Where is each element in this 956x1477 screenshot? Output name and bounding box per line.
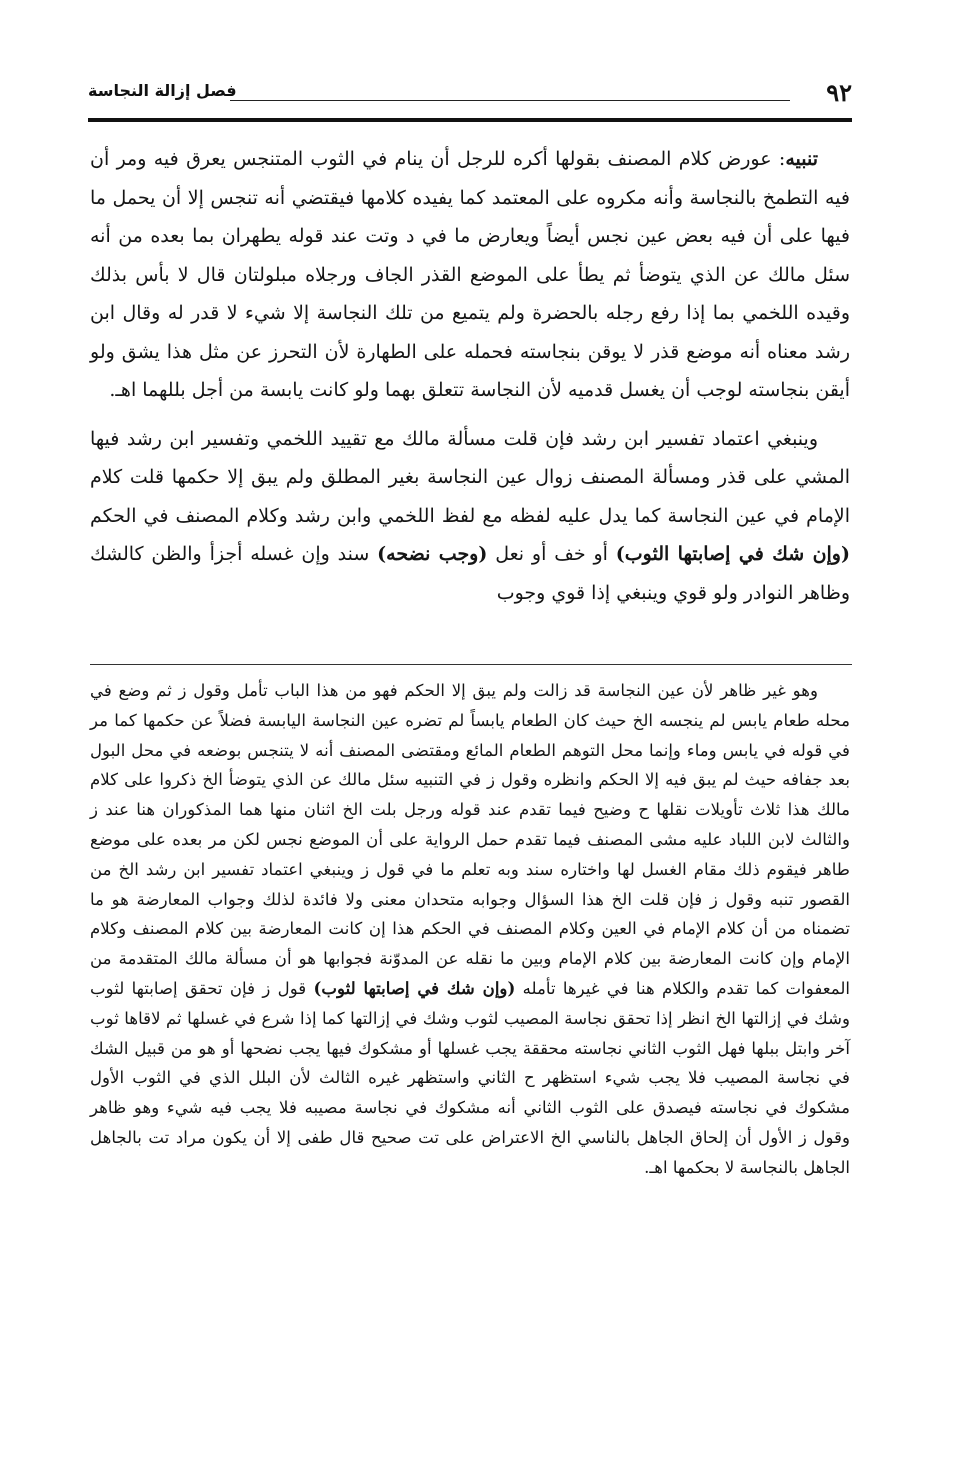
- running-header: [88, 78, 852, 114]
- footnote-text: [90, 676, 850, 1183]
- paragraph-second: [90, 420, 850, 613]
- footnote-paragraph: [90, 676, 850, 1183]
- header-line: [230, 100, 790, 101]
- paragraph-tanbih: [90, 140, 850, 410]
- paragraph-text: : عورض كلام المصنف بقولها أكره للرجل أن ينام في الثوب المتنجس يعرق فيه ومر أن فيه التطمخ بالنجاسة وأنه مكروه على المعتمد كما يفيده كلامها فيقتضي أنه تنجس إلا أن يحمل ما فيها على أن فيه بعض عين نجس أيضاً ويعارض ما في د وتت عند قوله يطهران بما بعده من أنه سئل مالك عن الذي يتوضأ ثم يطأ على الموضع القذر الجاف ورجلاه مبلولتان قال لا بأس بذلك وقيده اللخمي بما إذا رفع رجله بالحضرة ولم يتميع من تلك النجاسة إلا شيء لا قدر له وقال ابن رشد معناه أنه موضع قذر لا يوقن بنجاسته فحمله على الطهارة لأن التحرز عن مثل هذا يشق ولو أيقن بنجاسته لوجب أن يغسل قدميه لأن النجاسة تتعلق بهما ولو كانت يابسة من أجل بللهما اهـ.: [90, 148, 850, 401]
- chapter-title: فصل إزالة النجاسة: [88, 81, 237, 100]
- matn-quote: (وجب نضحه): [377, 543, 488, 565]
- footnote-text-part: وهو غير ظاهر لأن عين النجاسة قد زالت ولم يبق إلا الحكم فهو من هذا الباب تأمل وقول ز ثم وضع في محله طعام يابس لم ينجسه الخ حيث كان الطعام يابساً لم تضره عين النجاسة اليابسة فضلاً عن حكمها كما مر في قوله في يابس وماء وإنما محل التوهم الطعام المائع ومقتضى المصنف أنه لا يتنجس بوضعه في محل البول بعد جفافه حيث لم يبق فيه إلا الحكم وانظره وقول ز في التنبيه سئل مالك عن الذي يتوضأ الخ ذكروا على كلام مالك هذا ثلاث تأويلات نقلها ح وضيح فيما تقدم عند قوله ورجل بلت الخ اثنان منها هما المذكوران هنا عند ز والثالث لابن اللباد عليه مشى المصنف فيما تقدم حمل الرواية على أن الموضع نجس لكن مر بعده على موضع طاهر فيقوم ذلك مقام الغسل لها واختاره سند وبه تعلم ما في قول ز وينبغي اعتماد تفسير ابن رشد الخ من القصور تنبه وقول ز فإن قلت الخ هذا السؤال وجوابه متحدان معنى ولا فائدة لذلك وجواب المعارضة هو ما تضمناه من أن كلام الإمام في العين وكلام المصنف في الحكم هذا إن كانت المعارضة بين كلام المصنف وكلام الإمام وإن كانت المعارضة بين كلام الإمام وبين ما نقله عن المدوّنة فجوابها هو أن مسألة مالك المتقدمة من المعفوات كما تقدم والكلام هنا في غيرها تأمله: [90, 681, 850, 998]
- paragraph-text: سند وإن غسله أجزأ والظن كالشك وظاهر النوادر ولو قوي وينبغي إذا قوي وجوب: [90, 543, 850, 604]
- matn-quote: (وإن شك في إصابتها الثوب): [615, 543, 850, 565]
- paragraph-text: وينبغي اعتماد تفسير ابن رشد فإن قلت مسألة مالك مع تقييد اللخمي وتفسير ابن رشد فيها المشي على قذر ومسألة المصنف زوال عين النجاسة بغير المطلق ولم يبق إلا حكمها قلت كلام الإمام في عين النجاسة كما يدل عليه لفظه مع لفظ اللخمي وابن رشد وكلام المصنف في الحكم: [90, 427, 850, 527]
- header-rule: [88, 118, 852, 122]
- main-text: [90, 140, 850, 612]
- tanbih-term: تنبيه: [785, 148, 818, 170]
- paragraph-text: أو خف أو نعل: [487, 543, 616, 565]
- page-number: ٩٢: [826, 78, 852, 107]
- footnote-text-part: قول ز فإن تحقق إصابتها لثوب وشك في إزالتها الخ انظر إذا تحقق نجاسة المصيب لثوب وشك في إزالتها كما إذا شرع في غسلها ثم لاقاها ثوب آخر وابتل ببلها فهل الثوب الثاني نجاسته محققة يجب غسلها أو مشكوك فيها يجب نضحها أو هو من قبيل الشك في نجاسة المصيب فلا يجب شيء استظهر ح الثاني واستظهر غيره الثالث لأن البلل الذي في الثوب الأول مشكوك في نجاسته فيصدق على الثوب الثاني أنه مشكوك في نجاسة مصيبه فلا يجب فيه شيء وهو ظاهر وقول ز الأول أن إلحاق الجاهل بالناسي الخ الاعتراض على تت صحيح قال طفى إلا أن يكون مراد تت بالجاهل الجاهل بالنجاسة لا بحكمها اهـ.: [90, 978, 850, 1177]
- footnote-separator: [90, 664, 852, 665]
- matn-quote: (وإن شك في إصابتها لثوب): [313, 977, 516, 998]
